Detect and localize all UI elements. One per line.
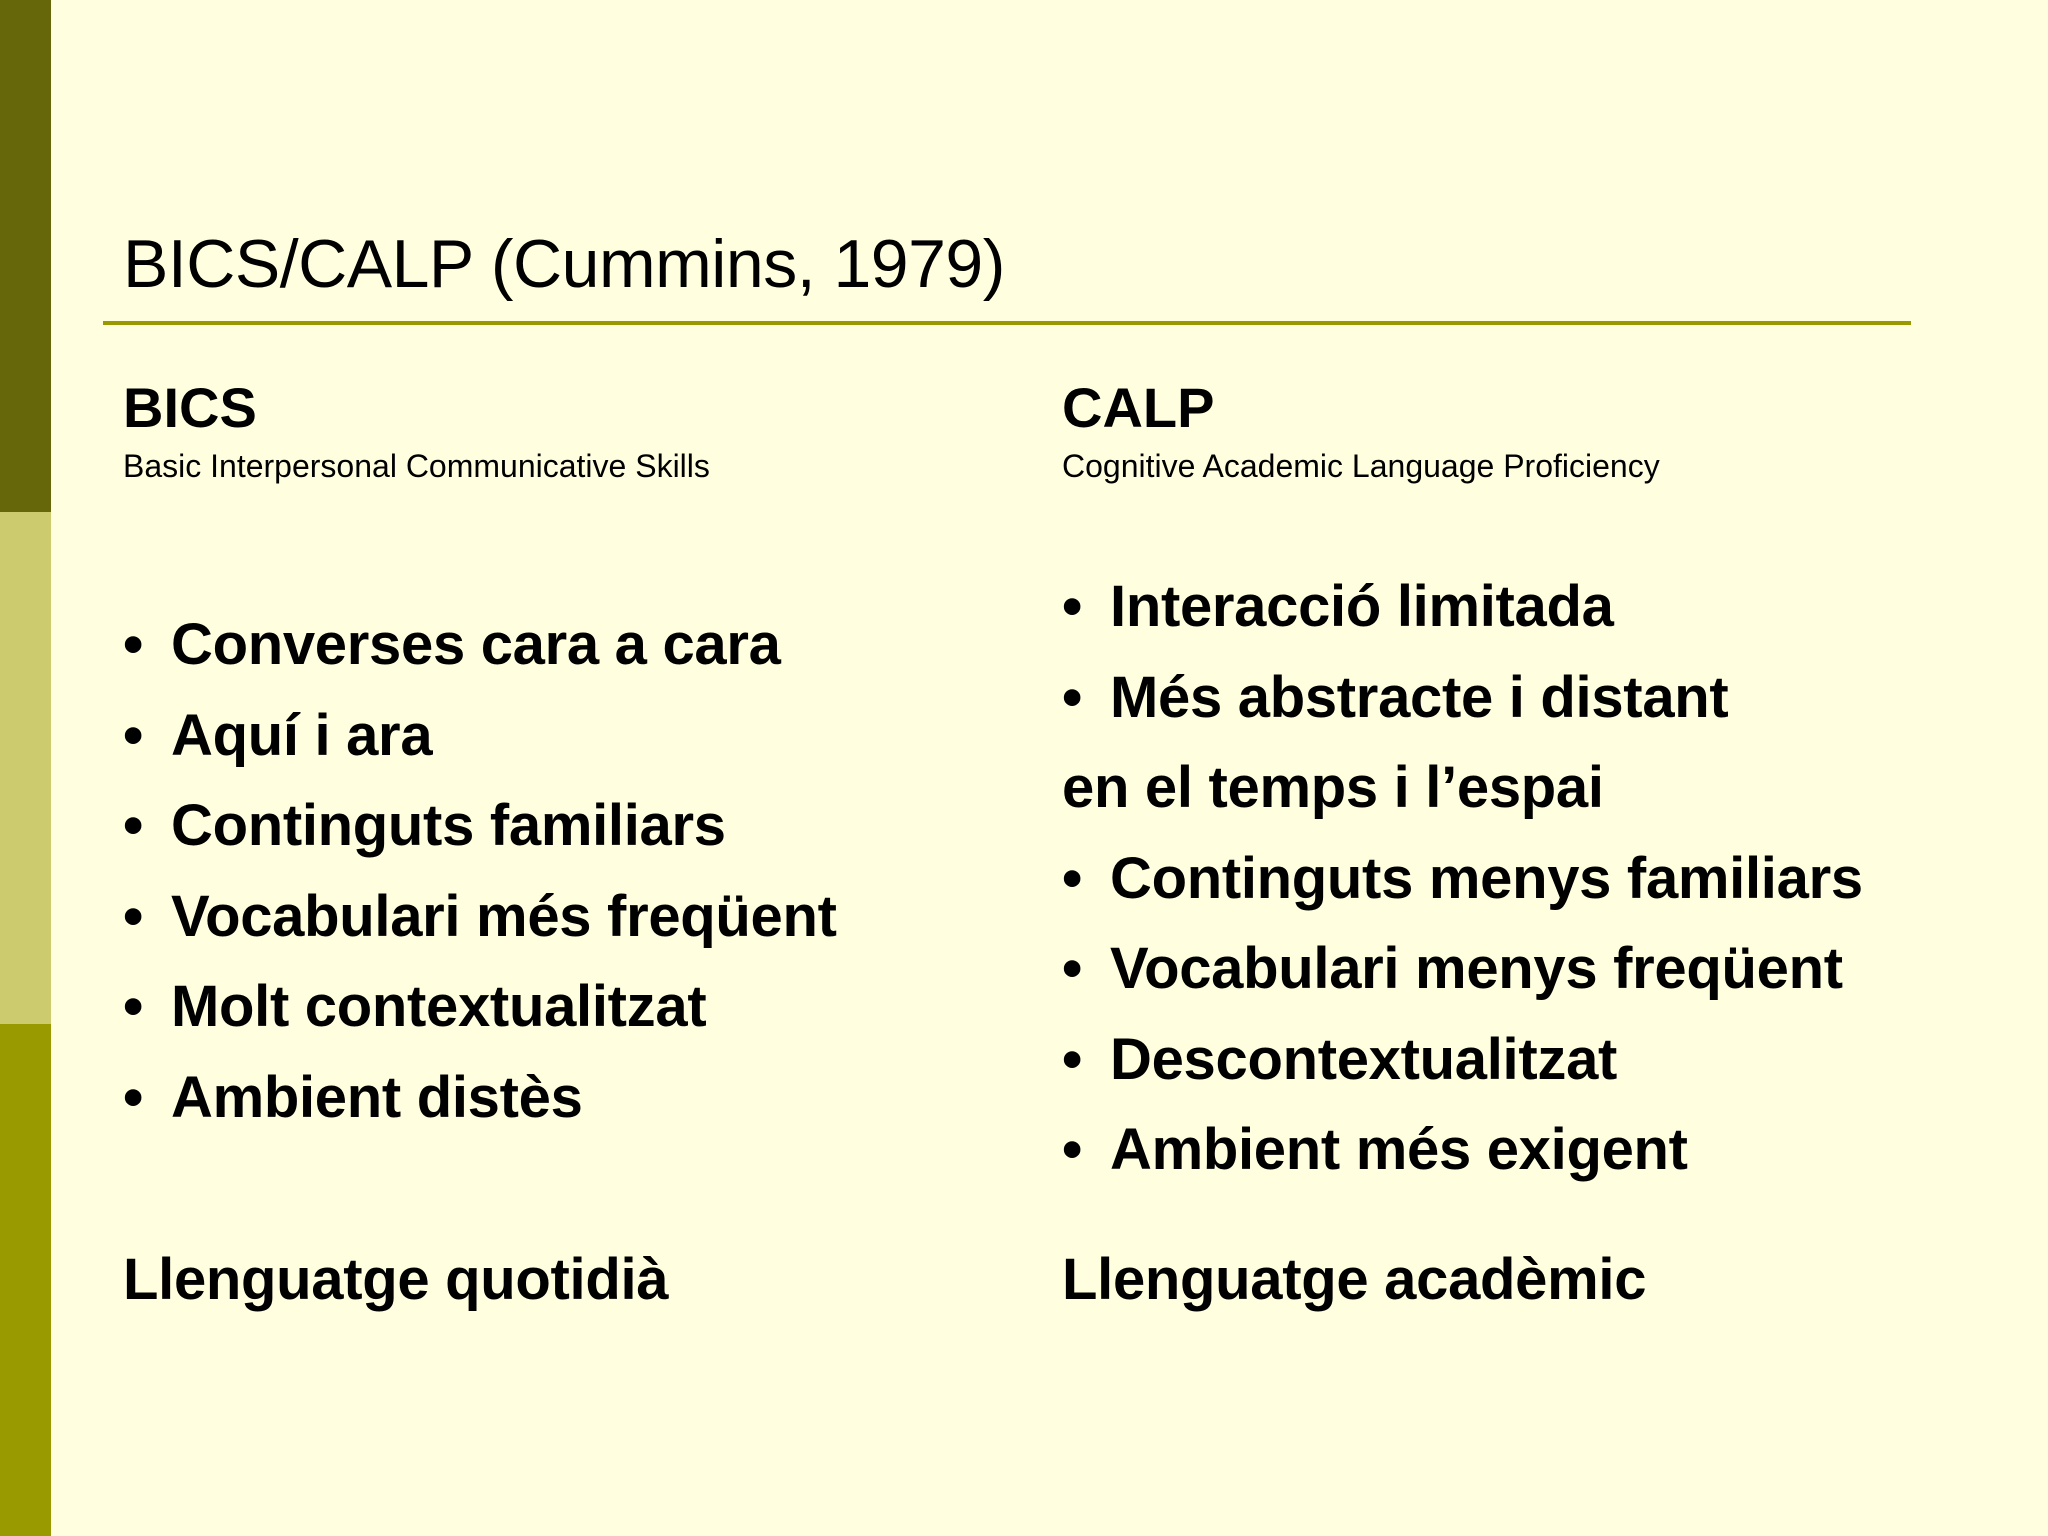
calp-subheading: Cognitive Academic Language Proficiency <box>1062 448 1660 484</box>
list-item-continuation <box>1062 743 1863 834</box>
bics-heading: BICS <box>123 376 257 439</box>
list-item <box>1062 1015 1863 1106</box>
list-item-text: Aquí i ara <box>171 702 433 768</box>
list-item-text: Ambient distès <box>171 1064 583 1130</box>
list-item-text: en el temps i l’espai <box>1062 755 1604 820</box>
bullet-marker: • <box>1062 1117 1083 1182</box>
bics-column <box>123 370 1043 1312</box>
list-item-text: Més abstracte i distant <box>1110 664 1729 730</box>
list-item <box>1062 562 1863 653</box>
list-item <box>1062 924 1863 1015</box>
list-item <box>123 872 837 963</box>
bullet-marker: • <box>123 793 144 858</box>
list-item-text: Descontextualitzat <box>1110 1026 1618 1092</box>
bullet-marker: • <box>123 974 144 1039</box>
list-item-text: Continguts menys familiars <box>1110 845 1863 911</box>
bullet-marker: • <box>123 702 144 768</box>
list-item <box>123 1053 837 1144</box>
list-item-text: Vocabulari menys freqüent <box>1110 936 1843 1001</box>
list-item <box>1062 1105 1863 1196</box>
bics-bullet-list <box>123 600 837 1143</box>
bullet-marker: • <box>1062 664 1083 730</box>
bullet-marker: • <box>1062 936 1083 1001</box>
bullet-marker: • <box>123 883 144 949</box>
list-item <box>1062 834 1863 925</box>
list-item <box>123 600 837 691</box>
title-divider <box>103 321 1911 325</box>
list-item <box>123 781 837 872</box>
list-item <box>1062 653 1863 744</box>
sidebar-accent-middle <box>0 512 51 1024</box>
list-item <box>123 962 837 1053</box>
calp-heading: CALP <box>1062 376 1215 439</box>
list-item-text: Converses cara a cara <box>171 612 781 677</box>
bics-summary: Llenguatge quotidià <box>123 1247 669 1312</box>
bullet-marker: • <box>1062 845 1083 911</box>
list-item-text: Interacció limitada <box>1110 574 1614 639</box>
list-item-text: Ambient més exigent <box>1110 1117 1688 1182</box>
list-item-text: Molt contextualitzat <box>171 974 707 1039</box>
bullet-marker: • <box>123 1064 144 1130</box>
list-item <box>123 691 837 782</box>
bullet-marker: • <box>1062 1026 1083 1092</box>
bullet-marker: • <box>1062 574 1083 639</box>
sidebar-accent-top <box>0 0 51 512</box>
calp-summary: Llenguatge acadèmic <box>1062 1247 1647 1312</box>
calp-bullet-list <box>1062 562 1863 1196</box>
list-item-text: Continguts familiars <box>171 793 726 858</box>
bullet-marker: • <box>123 612 144 677</box>
sidebar-accent-bottom <box>0 1024 51 1536</box>
slide-title: BICS/CALP (Cummins, 1979) <box>123 226 1005 302</box>
list-item-text: Vocabulari més freqüent <box>171 883 837 949</box>
bics-subheading: Basic Interpersonal Communicative Skills <box>123 448 710 484</box>
calp-column <box>1062 370 2012 1312</box>
